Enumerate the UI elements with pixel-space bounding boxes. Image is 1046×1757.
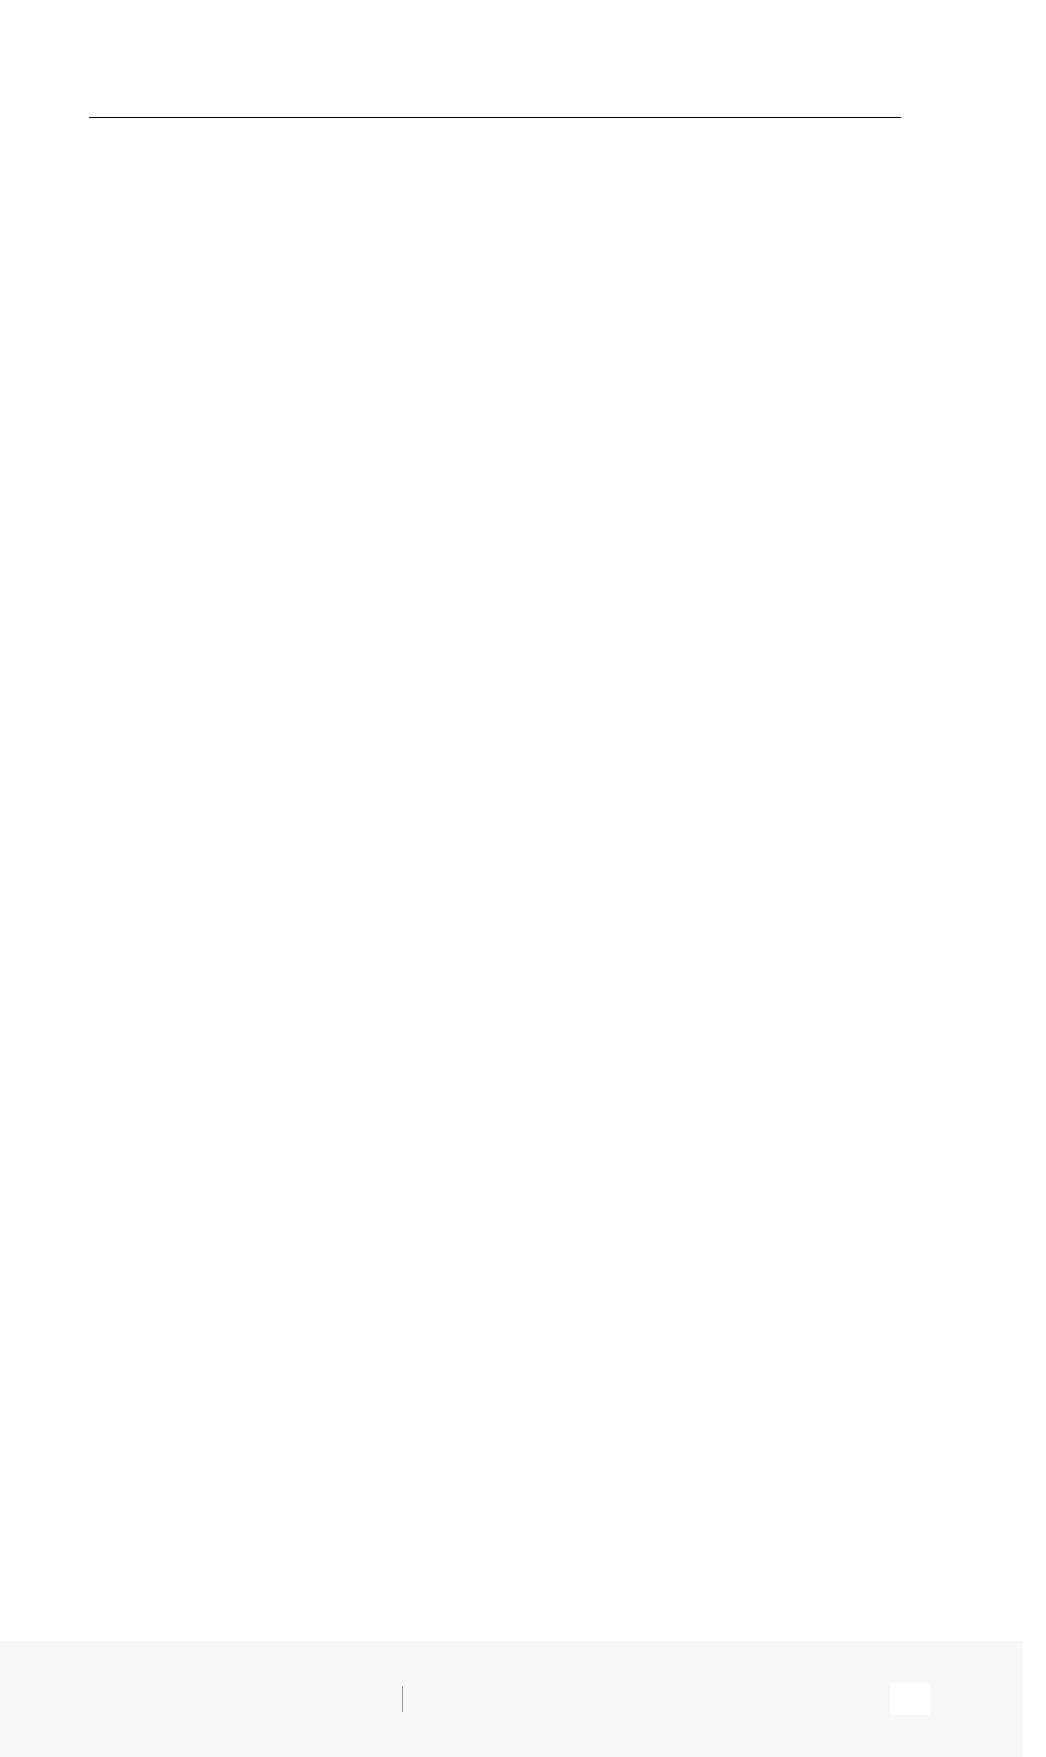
page-footer (0, 1641, 1023, 1757)
schneider-logo (395, 1684, 424, 1714)
page-number (890, 1683, 930, 1715)
logo-divider (402, 1686, 403, 1712)
document-content (89, 117, 901, 118)
top-spec-table (89, 117, 901, 118)
